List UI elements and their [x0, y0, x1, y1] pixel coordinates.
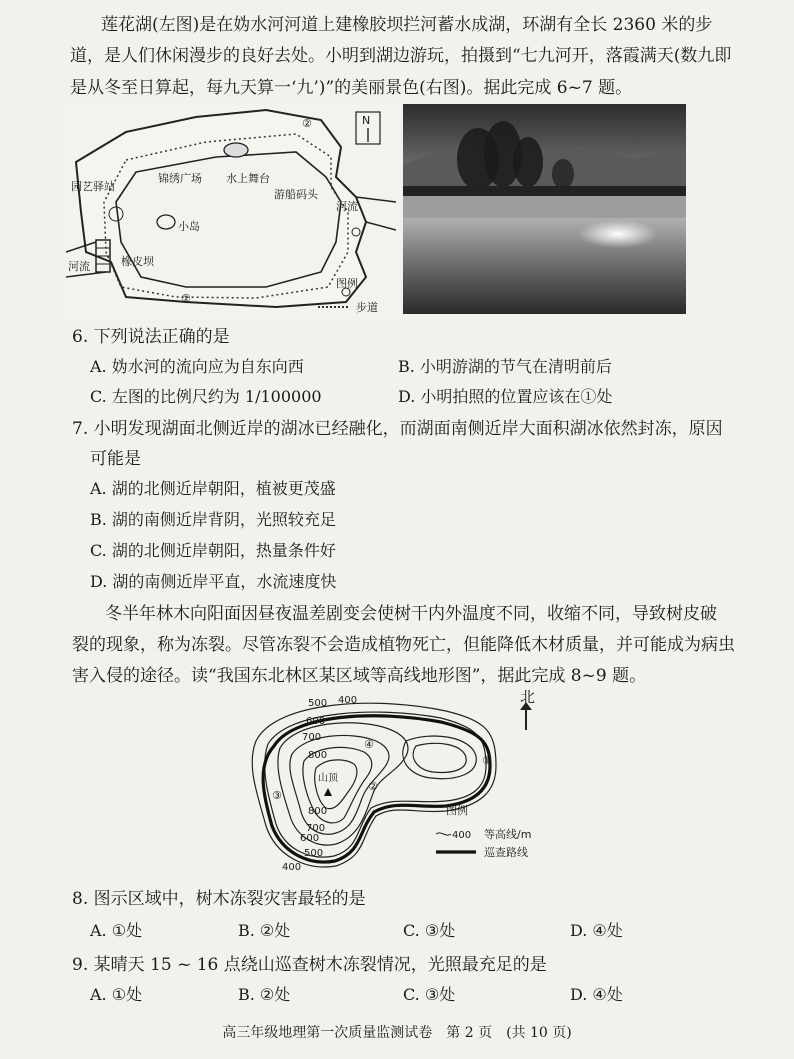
- contour-400-top: 400: [338, 695, 358, 706]
- q9-stem: 9. 某晴天 15 ~ 16 点绕山巡查树木冻裂情况，光照最充足的是: [72, 955, 547, 975]
- q7-option-a[interactable]: A. 湖的北侧近岸朝阳，植被更茂盛: [90, 479, 336, 498]
- label-garden-station: 园艺驿站: [71, 180, 115, 193]
- q8-option-b[interactable]: B. ②处: [238, 921, 291, 940]
- q9-option-c[interactable]: C. ③处: [403, 985, 456, 1004]
- label-square: 锦绣广场: [158, 172, 202, 185]
- q6-stem: 6. 下列说法正确的是: [72, 327, 230, 347]
- peak-label: 山顶: [318, 773, 338, 784]
- q9-option-d[interactable]: D. ④处: [570, 985, 623, 1004]
- q7-option-d[interactable]: D. 湖的南侧近岸平直，水流速度快: [90, 572, 337, 591]
- label-island: 小岛: [178, 220, 200, 233]
- lake-legend-title: 图例: [336, 277, 358, 290]
- contour-legend-route: 巡查路线: [484, 846, 528, 859]
- contour-marker-3: ③: [272, 789, 282, 802]
- contour-700-bottom: 700: [306, 823, 326, 834]
- contour-600-top: 600: [306, 716, 326, 727]
- page-footer: 高三年级地理第一次质量监测试卷 第 2 页 (共 10 页): [222, 1025, 572, 1041]
- q6-option-b[interactable]: B. 小明游湖的节气在清明前后: [398, 357, 612, 376]
- lake-legend-path: 步道: [356, 301, 378, 314]
- contour-800-top: 800: [308, 750, 328, 761]
- lake-map-north: N: [362, 114, 371, 127]
- lake-photo: [403, 104, 686, 314]
- contour-north-label: 北: [520, 688, 536, 706]
- contour-400-bottom: 400: [282, 862, 302, 873]
- passage1-line2: 道，是人们休闲漫步的良好去处。小明到湖边游玩，拍摄到“七九河开，落霞满天(数九即: [70, 46, 732, 66]
- contour-legend-title: 图例: [446, 804, 468, 817]
- contour-marker-2: ②: [368, 780, 378, 793]
- q6-option-a[interactable]: A. 妫水河的流向应为自东向西: [90, 357, 304, 376]
- q6-option-d[interactable]: D. 小明拍照的位置应该在①处: [398, 387, 613, 406]
- q8-stem: 8. 图示区域中，树木冻裂灾害最轻的是: [72, 889, 366, 909]
- contour-500-bottom: 500: [304, 848, 324, 859]
- contour-600-bottom: 600: [300, 833, 320, 844]
- q8-option-c[interactable]: C. ③处: [403, 921, 456, 940]
- passage2-line2: 裂的现象，称为冻裂。尽管冻裂不会造成植物死亡，但能降低木材质量，并可能成为病虫: [72, 635, 735, 655]
- contour-legend-contour: 等高线/m: [484, 828, 532, 841]
- passage2-line3: 害入侵的途径。读“我国东北林区某区域等高线地形图”，据此完成 8~9 题。: [72, 666, 647, 686]
- q7-stem-line2: 可能是: [90, 449, 141, 469]
- q9-option-b[interactable]: B. ②处: [238, 985, 291, 1004]
- contour-marker-4: ④: [364, 738, 374, 751]
- passage1-line3: 是从冬至日算起，每九天算一‘九’)”的美丽景色(右图)。据此完成 6~7 题。: [70, 78, 633, 98]
- lake-marker-1: ①: [181, 292, 191, 305]
- lake-map: [66, 102, 396, 320]
- q7-stem-line1: 7. 小明发现湖面北侧近岸的湖冰已经融化，而湖面南侧近岸大面积湖冰依然封冻，原因: [72, 419, 723, 439]
- passage2-line1: 冬半年林木向阳面因昼夜温差剧变会使树干内外温度不同，收缩不同，导致树皮破: [105, 604, 717, 624]
- contour-legend-sample: 400: [452, 830, 472, 841]
- contour-800-bottom: 800: [308, 806, 328, 817]
- label-dam: 橡皮坝: [121, 255, 154, 268]
- label-stage: 水上舞台: [226, 172, 270, 185]
- q8-option-a[interactable]: A. ①处: [90, 921, 143, 940]
- q7-option-c[interactable]: C. 湖的北侧近岸朝阳，热量条件好: [90, 541, 336, 560]
- q9-option-a[interactable]: A. ①处: [90, 985, 143, 1004]
- q8-option-d[interactable]: D. ④处: [570, 921, 623, 940]
- q7-option-b[interactable]: B. 湖的南侧近岸背阴，光照较充足: [90, 510, 336, 529]
- label-pier: 游船码头: [274, 188, 318, 201]
- contour-700-top: 700: [302, 732, 322, 743]
- label-river-right: 河流: [336, 200, 358, 213]
- contour-500-top: 500: [308, 698, 328, 709]
- contour-map: [236, 686, 566, 876]
- label-river-left: 河流: [68, 260, 90, 273]
- q6-option-c[interactable]: C. 左图的比例尺约为 1/100000: [90, 387, 322, 406]
- contour-marker-1: ①: [482, 754, 492, 767]
- passage1-line1: 莲花湖(左图)是在妫水河河道上建橡胶坝拦河蓄水成湖，环湖有全长 2360 米的步: [101, 15, 713, 35]
- lake-marker-2: ②: [302, 117, 312, 130]
